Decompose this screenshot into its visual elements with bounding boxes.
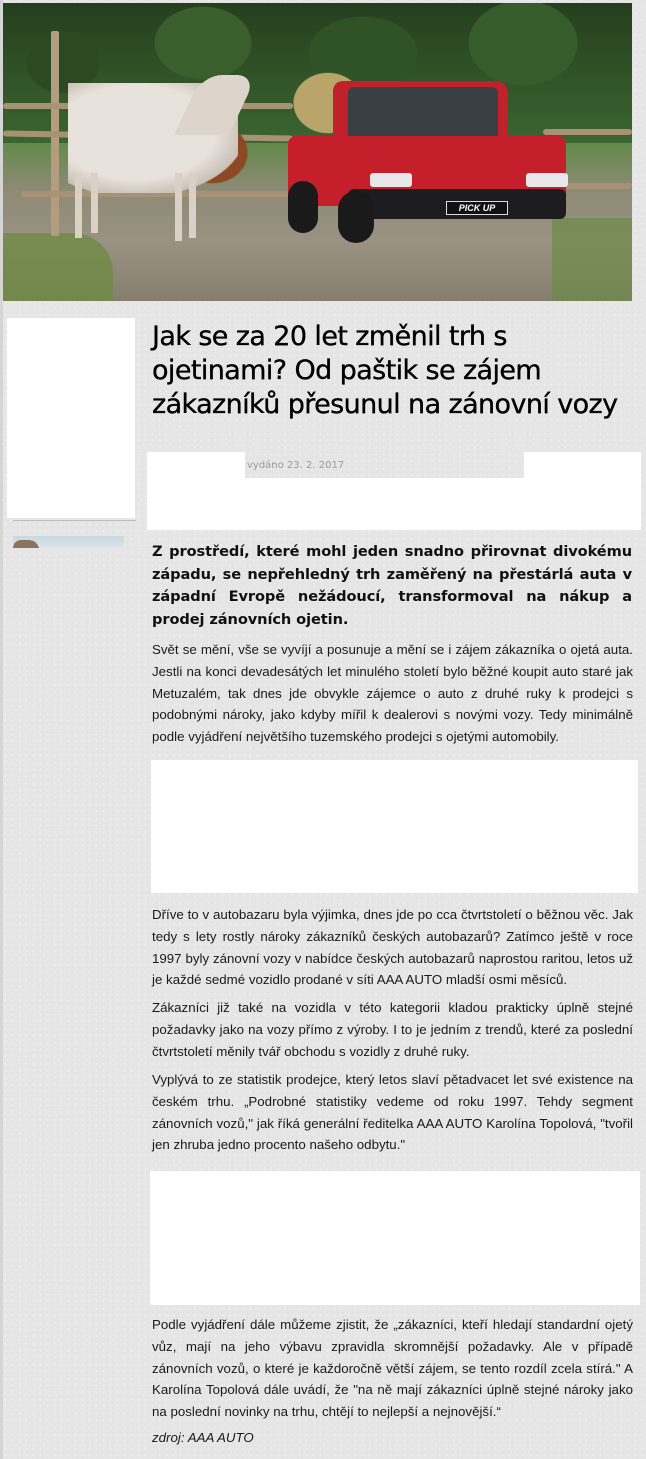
- article-paragraph: Podle vyjádření dále můžeme zjistit, že „zákazníci, kteří hledají standardní ojetý vůz, mají na jeho výbavu zpravidla skromnější požadavky. Ale v případě zánovních vozů, o které je každoročně větší zájem, se tento rozdíl zcela stírá." A Karolína Topolová dále uvádí, že "na ně mají zákazníci úplně stejné nároky jako na poslední novinky na trhu, chtějí to nejlepší a nejnovější.“: [152, 1317, 633, 1420]
- car-wheel: [288, 181, 318, 233]
- article-paragraph: Vyplývá to ze statistik prodejce, který letos slaví pětadvacet let své existence na českém trhu. „Podrobné statistiky vedeme od roku 1997. Tehdy segment zánovních vozů," jak říká generální ředitelka AAA AUTO Karolína Topolová, "tvořil jen zhruba jedno procento našeho odbytu.": [152, 1072, 633, 1153]
- horse-leg: [91, 173, 98, 233]
- share-placeholder: [524, 452, 641, 478]
- article-source: zdroj: AAA AUTO: [152, 1430, 254, 1445]
- hero-image: [3, 3, 632, 301]
- horse-leg: [75, 173, 82, 238]
- horse-leg: [175, 173, 182, 241]
- horse-leg: [189, 173, 196, 238]
- sidebar-ad-placeholder: [7, 318, 135, 518]
- license-plate: PICK UP: [446, 201, 508, 215]
- article-paragraph: Dříve to v autobazaru byla výjimka, dnes jde po cca čtvrtstoletí o běžnou věc. Jak tedy s lety rostly nároky zákazníků českých autobazarů? Zatímco ještě v roce 1997 byly zánovní vozy v nabídce českých autobazarů naprostou raritou, letos už je každé sedmé vozidlo prodané v síti AAA AUTO mladší osmi měsíců.: [152, 907, 633, 988]
- meta-banner-placeholder: [147, 478, 641, 530]
- inline-ad-placeholder: [150, 1171, 640, 1305]
- article-lead: Z prostředí, které mohl jeden snadno přirovnat divokému západu, se nepřehledný trh zaměřený na přestárlá auta v západní Evropě nežádoucí, transformoval na nákup a prodej zánovních ojetin.: [152, 543, 632, 628]
- car-wheel: [338, 191, 374, 243]
- article-paragraph: Zákazníci již také na vozidla v této kategorii kladou prakticky úplně stejné požadavky jako na vozy přímo z výroby. I to je jedním z trendů, které za poslední čtvrtstoletí měnily tvář obchodu s vozidly z druhé ruky.: [152, 1000, 633, 1059]
- publish-date: vydáno 23. 2. 2017: [247, 460, 345, 471]
- car-headlight: [370, 173, 412, 187]
- fence-rail: [563, 183, 632, 189]
- article-paragraph: Svět se mění, vše se vyvíjí a posunuje a mění se i zájem zákazníka o ojetá auta. Jestli na konci devadesátých let minulého století bylo běžné koupit auto staré jak Metuzalém, tak dnes jde obvykle zájemce o auto z druhé ruky k prodejci s podobnými nároky, jako kdyby mířil k dealerovi s novými vozy. Tedy minimálně podle vyjádření největšího tuzemského prodejci s ojetými automobily.: [152, 642, 633, 745]
- car-windshield: [348, 87, 498, 137]
- sidebar-divider: [13, 520, 136, 521]
- author-placeholder: [147, 452, 245, 478]
- hero-grass-left: [3, 233, 113, 301]
- sidebar-thumbnail[interactable]: [13, 536, 124, 548]
- car-headlight: [526, 173, 568, 187]
- red-pickup-car: [288, 81, 566, 241]
- inline-ad-placeholder: [151, 760, 638, 893]
- article-title: Jak se za 20 let změnil trh s ojetinami? Od paštik se zájem zákazníků přesunul na zánovní vozy: [152, 321, 618, 420]
